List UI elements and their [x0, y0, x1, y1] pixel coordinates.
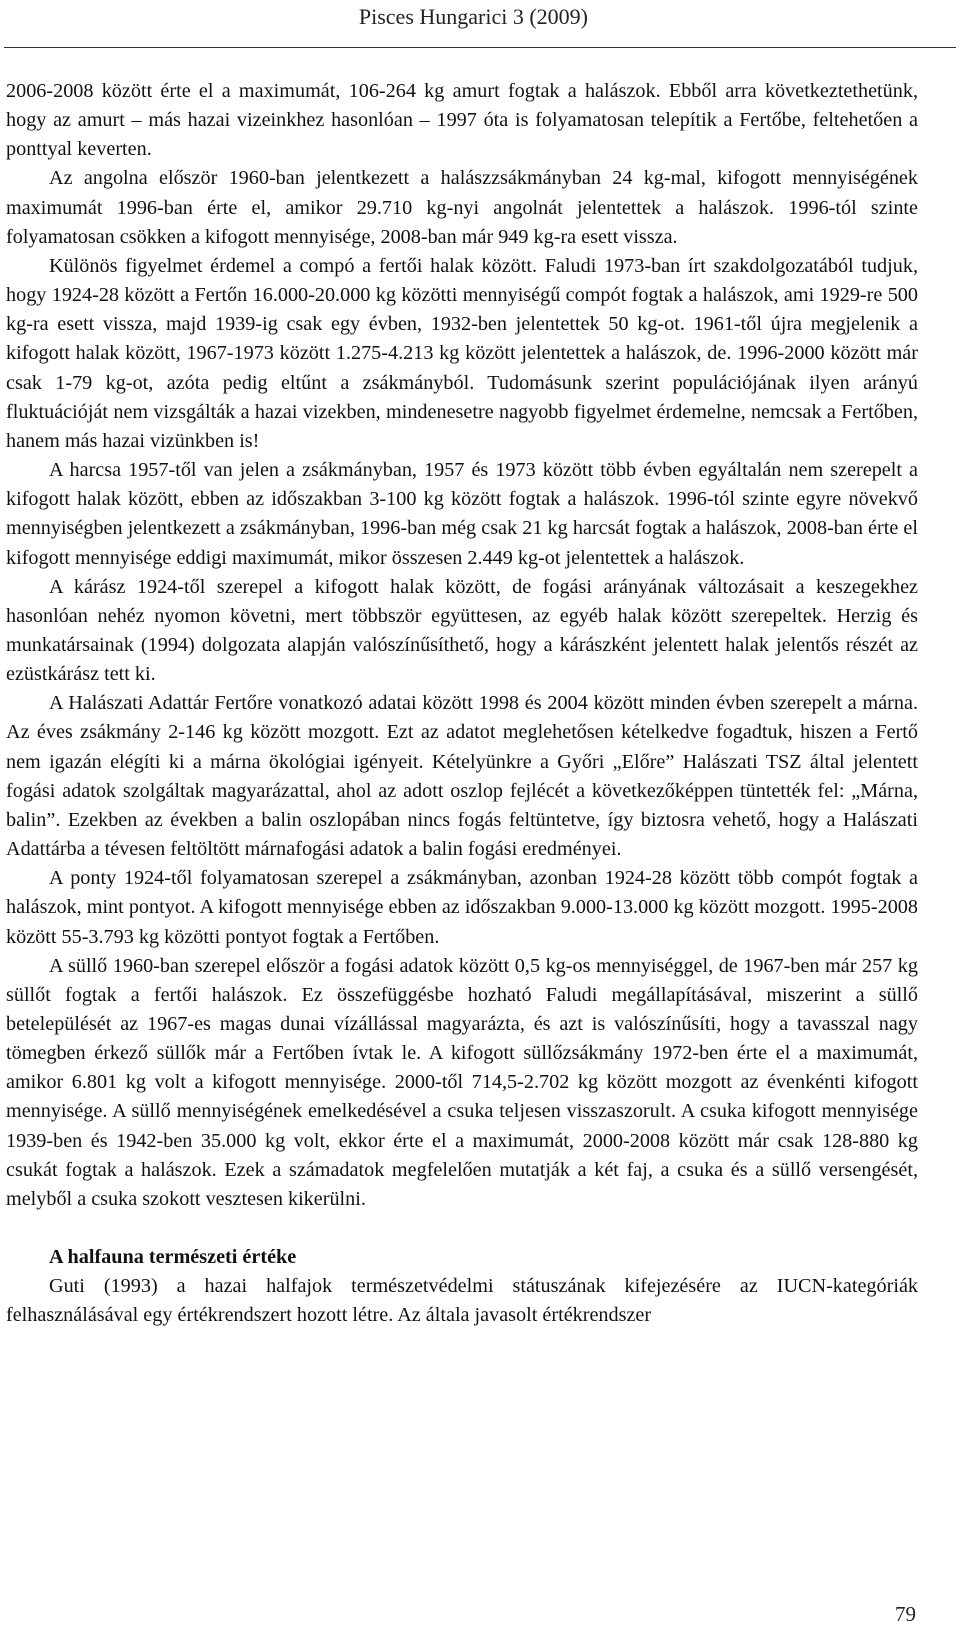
page-number: 79 — [895, 1602, 916, 1626]
paragraph-ponty: A ponty 1924-től folyamatosan szerepel a zsákmányban, azonban 1924-28 között több compót fogtak a halászok, mint pontyot. A kifogott mennyisége ebben az időszakban 9.000-13.000 kg között mozgott. 1995-2008 között 55-3.793 kg közötti pontyot fogtak a Fertőben. — [6, 867, 918, 948]
running-header: Pisces Hungarici 3 (2009) — [358, 4, 588, 29]
paragraph-guti: Guti (1993) a hazai halfajok természetvédelmi státuszának kifejezésére az IUCN-kategóriák felhasználásával egy értékrendszert hozott létre. Az általa javasolt értékrendszer — [6, 1275, 918, 1327]
paragraph-angolna: Az angolna először 1960-ban jelentkezett a halászzsákmányban 24 kg-mal, kifogott mennyiségének maximumát 1996-ban érte el, amikor 29.710 kg-nyi angolnát jelentettek a halászok. 1996-tól szinte folyamatosan csökken a kifogott mennyisége, 2008-ban már 949 kg-ra esett vissza. — [6, 167, 918, 248]
section-heading: A halfauna természeti értéke — [49, 1246, 297, 1269]
paragraph-marna: A Halászati Adattár Fertőre vonatkozó adatai között 1998 és 2004 között minden évben szerepelt a márna. Az éves zsákmány 2-146 kg között mozgott. Ezt az adatot meglehetősen kételkedve fogadtuk, hiszen a Fertő nem igazán elégíti ki a márna ökológiai igényeit. Kételyünkre a Győri „Előre” Halászati TSZ által jelentett fogási adatok szolgáltak magyarázattal, ahol az adott oszlop fejlécét a következőképpen tüntették fel: „Márna, balin”. Ezekben az években a balin oszlopában nincs fogás feltüntetve, így biztosra vehető, hogy a Halászati Adattárba a tévesen feltöltött márnafogási adatok a balin fogási eredményei. — [6, 692, 918, 861]
body-text — [6, 77, 918, 1331]
paragraph-harcsa: A harcsa 1957-től van jelen a zsákmányban, 1957 és 1973 között több évben egyáltalán nem szerepelt a kifogott halak között, ebben az időszakban 3-100 kg között fogtak a halászok. 1996-tól szinte egyre növekvő mennyiségben jelentkezett a zsákmányban, 1996-ban még csak 21 kg harcsát fogtak a halászok, 2008-ban érte el kifogott mennyisége eddigi maximumát, mikor összesen 2.449 kg-ot jelentettek a halászok. — [6, 459, 918, 569]
paragraph-karasz: A kárász 1924-től szerepel a kifogott halak között, de fogási arányának változásait a keszegekhez hasonlóan nehéz nyomon követni, mert többször együttesen, az egyéb halak között szerepeltek. Herzig és munkatársainak (1994) dolgozata alapján valószínűsíthető, hogy a kárászként jelentett halak jelentős részét az ezüstkárász tett ki. — [6, 575, 918, 686]
header-divider — [4, 47, 956, 48]
paragraph-sullo: A süllő 1960-ban szerepel először a fogási adatok között 0,5 kg-os mennyiséggel, de 1967-ben már 257 kg süllőt fogtak a fertői halászok. Ez összefüggésbe hozható Faludi megállapításával, miszerint a süllő betelepülését az 1967-es magas dunai vízállással magyarázta, és azt is valószínűsíti, hogy a tavasszal nagy tömegben érkező süllők már a Fertőben ívtak le. A kifogott süllőzsákmány 1972-ben érte el a maximumát, amikor 6.801 kg volt a kifogott mennyisége. 2000-től 714,5-2.702 kg között mozgott az évenkénti kifogott mennyisége. A süllő mennyiségének emelkedésével a csuka teljesen visszaszorult. A csuka kifogott mennyisége 1939-ben és 1942-ben 35.000 kg volt, ekkor érte el a maximumát, 2000-2008 között már csak 128-880 kg csukát fogtak a halászok. Ezek a számadatok megfelelően mutatják a két faj, a csuka és a süllő versengését, melyből a csuka szokott vesztesen kikerülni. — [6, 954, 918, 1210]
paragraph-amur: 2006-2008 között érte el a maximumát, 106-264 kg amurt fogtak a halászok. Ebből arra következtethetünk, hogy az amurt – más hazai vizeinkhez hasonlóan – 1997 óta is folyamatosan telepítik a Fertőbe, feltehetően a ponttyal keverten. — [6, 80, 918, 161]
paragraph-compo: Különös figyelmet érdemel a compó a fertői halak között. Faludi 1973-ban írt szakdolgozatából tudjuk, hogy 1924-28 között a Fertőn 16.000-20.000 kg közötti mennyiségű compót fogtak a halászok, ami 1929-re 500 kg-ra esett vissza, majd 1939-ig csak egy évben, 1932-ben jelentettek 50 kg-ot. 1961-től újra megjelenik a kifogott halak között, 1967-1973 között 1.275-4.213 kg között jelentettek a halászok, de. 1996-2000 között már csak 1-79 kg-ot, azóta pedig eltűnt a zsákmányból. Tudomásunk szerint populációjának ilyen arányú fluktuációját nem vizsgálták a hazai vizekben, mindenesetre nagyobb figyelmet érdemelne, nemcsak a Fertőben, hanem más hazai vizünkben is! — [6, 254, 918, 452]
